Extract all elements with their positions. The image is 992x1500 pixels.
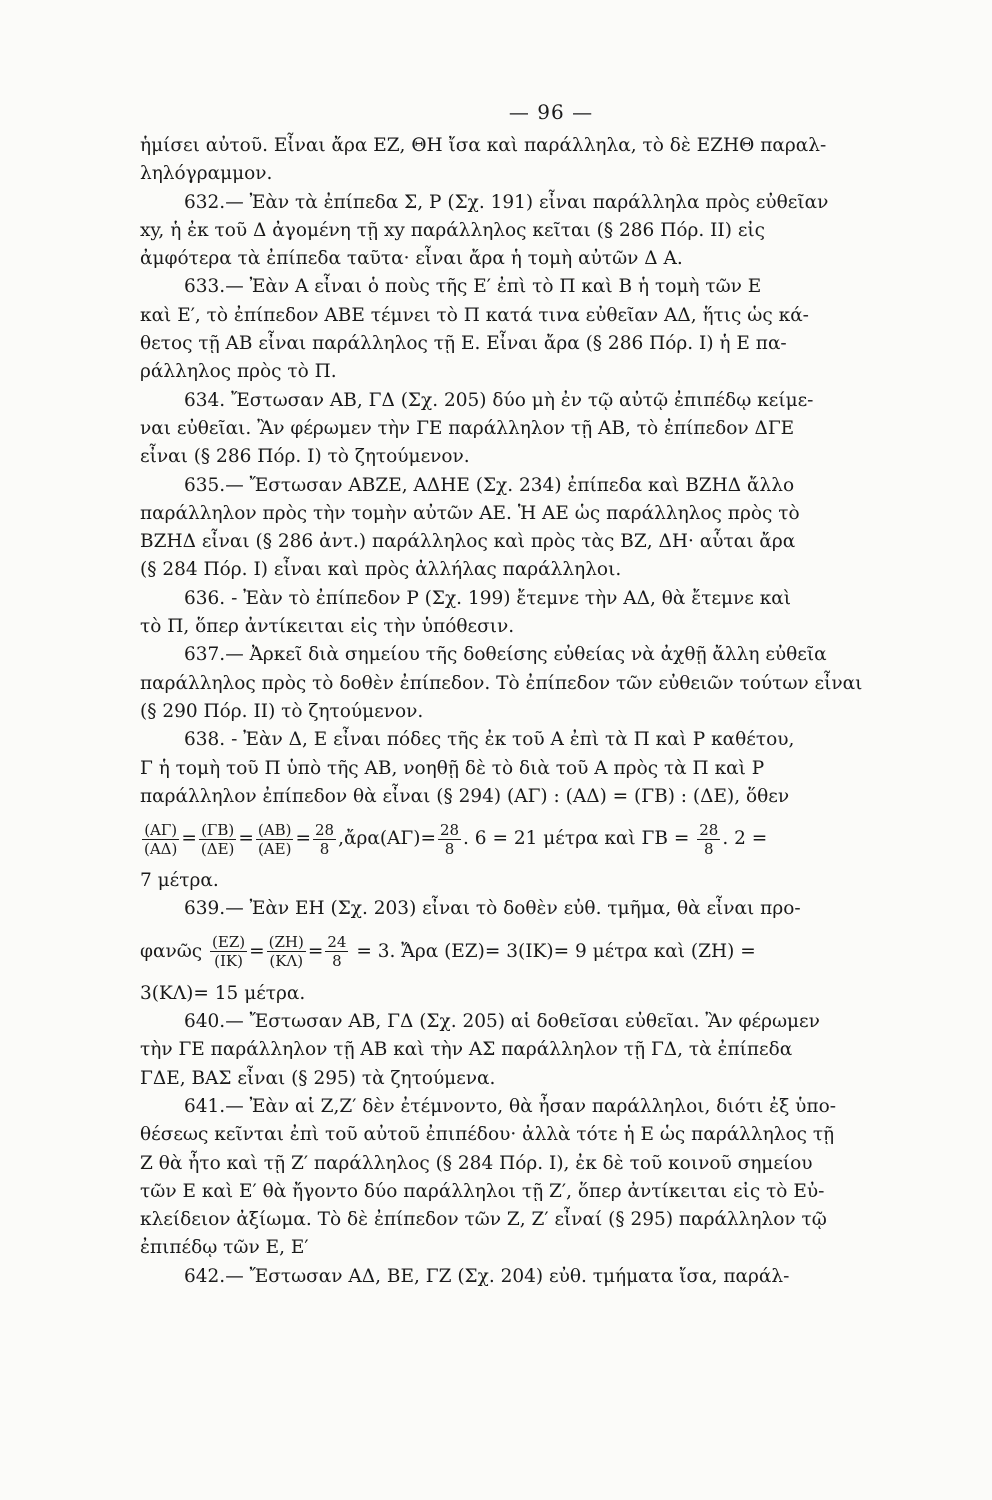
text-line: 7 μέτρα. xyxy=(140,870,219,892)
text-line: εἶναι (§ 286 Πόρ. Ι) τὸ ζητούμενον. xyxy=(140,446,470,468)
text-line: τὴν ΓΕ παράλληλον τῇ ΑΒ καὶ τὴν ΑΣ παράλληλον τῇ ΓΔ, τὰ ἐπίπεδα xyxy=(140,1039,793,1061)
text-line: ληλόγραμμον. xyxy=(140,163,273,185)
text-line: θέσεως κεῖνται ἐπὶ τοῦ αὐτοῦ ἐπιπέδου· ἀλλὰ τότε ἡ Ε ὡς παράλληλος τῇ xyxy=(140,1124,835,1146)
text-line: παράλληλος πρὸς τὸ δοθὲν ἐπίπεδον. Τὸ ἐπίπεδον τῶν εὐθειῶν τούτων εἶναι xyxy=(140,672,863,694)
text-line: (§ 284 Πόρ. Ι) εἶναι καὶ πρὸς ἀλλήλας παράλληλοι. xyxy=(140,559,622,581)
fraction: $\frac{28}{8}$ xyxy=(699,820,719,858)
text-line: τῶν Ε καὶ Ε′ θὰ ἤγοντο δύο παράλληλοι τῇ Ζ′, ὅπερ ἀντίκειται εἰς τὸ Εὐ- xyxy=(140,1180,825,1202)
text-line: 3(ΚΛ)= 15 μέτρα. xyxy=(140,982,306,1004)
fraction: $\frac{(\Gamma B)}{(\Delta E)}$ xyxy=(200,820,235,858)
paragraph-633: 633.— Ἐὰν Α εἶναι ὁ ποὺς τῆς Ε′ ἐπὶ τὸ Π καὶ Β ἡ τομὴ τῶν Ε xyxy=(184,276,762,298)
page-number: — 96 — xyxy=(508,100,594,124)
text-line: κλείδειον ἀξίωμα. Τὸ δὲ ἐπίπεδον τῶν Ζ, Ζ′ εἶναί (§ 295) παράλληλον τῷ xyxy=(140,1209,827,1231)
fraction: $\frac{24}{8}$ xyxy=(327,933,347,971)
text-line: ἐπιπέδῳ τῶν Ε, Ε′ xyxy=(140,1237,309,1259)
formula-639: φανῶς $\frac{(EZ)}{(IK)}$ = $\frac{(ZH)}{(K\Lambda)}$ = $\frac{24}{8}$ = 3. Ἄρα (ΕΖ)= 3(ΙΚ)= 9 μέτρα καὶ (ΖΗ) = xyxy=(140,933,756,971)
paragraph-637: 637.— Ἀρκεῖ διὰ σημείου τῆς δοθείσης εὐθείας νὰ ἀχθῇ ἄλλη εὐθεῖα xyxy=(184,644,827,666)
formula-638: $\frac{(A\Gamma)}{(A\Delta)}$ = $\frac{(\Gamma B)}{(\Delta E)}$ = $\frac{(AB)}{(AE)}$ = $\frac{28}{8}$ ,ἄρα(ΑΓ)= $\frac{28}{8}$ . 6 = 21 μέτρα καὶ ΓΒ = $\frac{28}{8}$ . 2 = xyxy=(144,820,768,858)
paragraph-632: 632.— Ἐὰν τὰ ἐπίπεδα Σ, Ρ (Σχ. 191) εἶναι παράλληλα πρὸς εὐθεῖαν xyxy=(184,191,829,213)
text-line: ἡμίσει αὐτοῦ. Εἶναι ἄρα ΕΖ, ΘΗ ἴσα καὶ παράλληλα, τὸ δὲ ΕΖΗΘ παραλ- xyxy=(140,135,827,156)
fraction: $\frac{(ZH)}{(K\Lambda)}$ xyxy=(268,933,304,971)
text-line: ἀμφότερα τὰ ἐπίπεδα ταῦτα· εἶναι ἄρα ἡ τομὴ αὐτῶν Δ Α. xyxy=(140,248,683,270)
fraction: $\frac{(EZ)}{(IK)}$ xyxy=(212,933,246,971)
fraction: $\frac{28}{8}$ xyxy=(314,820,335,858)
text-line: καὶ Ε′, τὸ ἐπίπεδον ΑΒΕ τέμνει τὸ Π κατά τινα εὐθεῖαν ΑΔ, ἥτις ὡς κά- xyxy=(140,304,809,326)
text-line: παράλληλον πρὸς τὴν τομὴν αὐτῶν ΑΕ. Ἡ ΑΕ ὡς παράλληλος πρὸς τὸ xyxy=(140,502,800,524)
text-line: Γ ἡ τομὴ τοῦ Π ὑπὸ τῆς ΑΒ, νοηθῇ δὲ τὸ διὰ τοῦ Α πρὸς τὰ Π καὶ Ρ xyxy=(140,757,765,779)
paragraph-640: 640.— Ἔστωσαν ΑΒ, ΓΔ (Σχ. 205) αἱ δοθεῖσαι εὐθεῖαι. Ἂν φέρωμεν xyxy=(184,1011,820,1033)
paragraph-638: 638. - Ἐὰν Δ, Ε εἶναι πόδες τῆς ἐκ τοῦ Α ἐπὶ τὰ Π καὶ Ρ καθέτου, xyxy=(184,729,795,751)
text-line: τὸ Π, ὅπερ ἀντίκειται εἰς τὴν ὑπόθεσιν. xyxy=(140,616,515,638)
page-text xyxy=(140,132,880,1291)
text-line: παράλληλον ἐπίπεδον θὰ εἶναι (§ 294) (ΑΓ) : (ΑΔ) = (ΓΒ) : (ΔΕ), ὅθεν xyxy=(140,785,790,807)
text-line: (§ 290 Πόρ. ΙΙ) τὸ ζητούμενον. xyxy=(140,700,424,722)
text-line: xy, ἡ ἐκ τοῦ Δ ἀγομένη τῇ xy παράλληλος κεῖται (§ 286 Πόρ. ΙΙ) εἰς xyxy=(140,219,766,241)
paragraph-641: 641.— Ἐὰν αἱ Ζ,Ζ′ δὲν ἐτέμνοντο, θὰ ἦσαν παράλληλοι, διότι ἐξ ὑπο- xyxy=(184,1095,836,1117)
text-line: ναι εὐθεῖαι. Ἂν φέρωμεν τὴν ΓΕ παράλληλον τῇ ΑΒ, τὸ ἐπίπεδον ΔΓΕ xyxy=(140,417,795,439)
paragraph-639: 639.— Ἐὰν ΕΗ (Σχ. 203) εἶναι τὸ δοθὲν εὐθ. τμῆμα, θὰ εἶναι προ- xyxy=(184,898,801,920)
text-line: θετος τῇ ΑΒ εἶναι παράλληλος τῇ Ε. Εἶναι ἄρα (§ 286 Πόρ. Ι) ἡ Ε πα- xyxy=(140,333,787,355)
paragraph-635: 635.— Ἔστωσαν ΑΒΖΕ, ΑΔΗΕ (Σχ. 234) ἐπίπεδα καὶ ΒΖΗΔ ἄλλο xyxy=(184,474,795,496)
paragraph-634: 634. Ἔστωσαν ΑΒ, ΓΔ (Σχ. 205) δύο μὴ ἐν τῷ αὐτῷ ἐπιπέδῳ κείμε- xyxy=(184,389,814,411)
paragraph-642: 642.— Ἔστωσαν ΑΔ, ΒΕ, ΓΖ (Σχ. 204) εὐθ. τμήματα ἴσα, παράλ- xyxy=(184,1265,790,1287)
text-line: ΓΔΕ, ΒΑΣ εἶναι (§ 295) τὰ ζητούμενα. xyxy=(140,1067,496,1089)
text-line: Ζ θὰ ἦτο καὶ τῇ Ζ′ παράλληλος (§ 284 Πόρ. Ι), ἐκ δὲ τοῦ κοινοῦ σημείου xyxy=(140,1152,813,1174)
fraction: $\frac{(A\Gamma)}{(A\Delta)}$ xyxy=(144,820,178,858)
text-line: ΒΖΗΔ εἶναι (§ 286 ἀντ.) παράλληλος καὶ πρὸς τὰς ΒΖ, ΔΗ· αὗται ἄρα xyxy=(140,531,796,553)
fraction: $\frac{(AB)}{(AE)}$ xyxy=(257,820,292,858)
paragraph-636: 636. - Ἐὰν τὸ ἐπίπεδον Ρ (Σχ. 199) ἔτεμνε τὴν ΑΔ, θὰ ἔτεμνε καὶ xyxy=(184,587,792,609)
text-line: ράλληλος πρὸς τὸ Π. xyxy=(140,361,337,383)
fraction: $\frac{28}{8}$ xyxy=(439,820,460,858)
